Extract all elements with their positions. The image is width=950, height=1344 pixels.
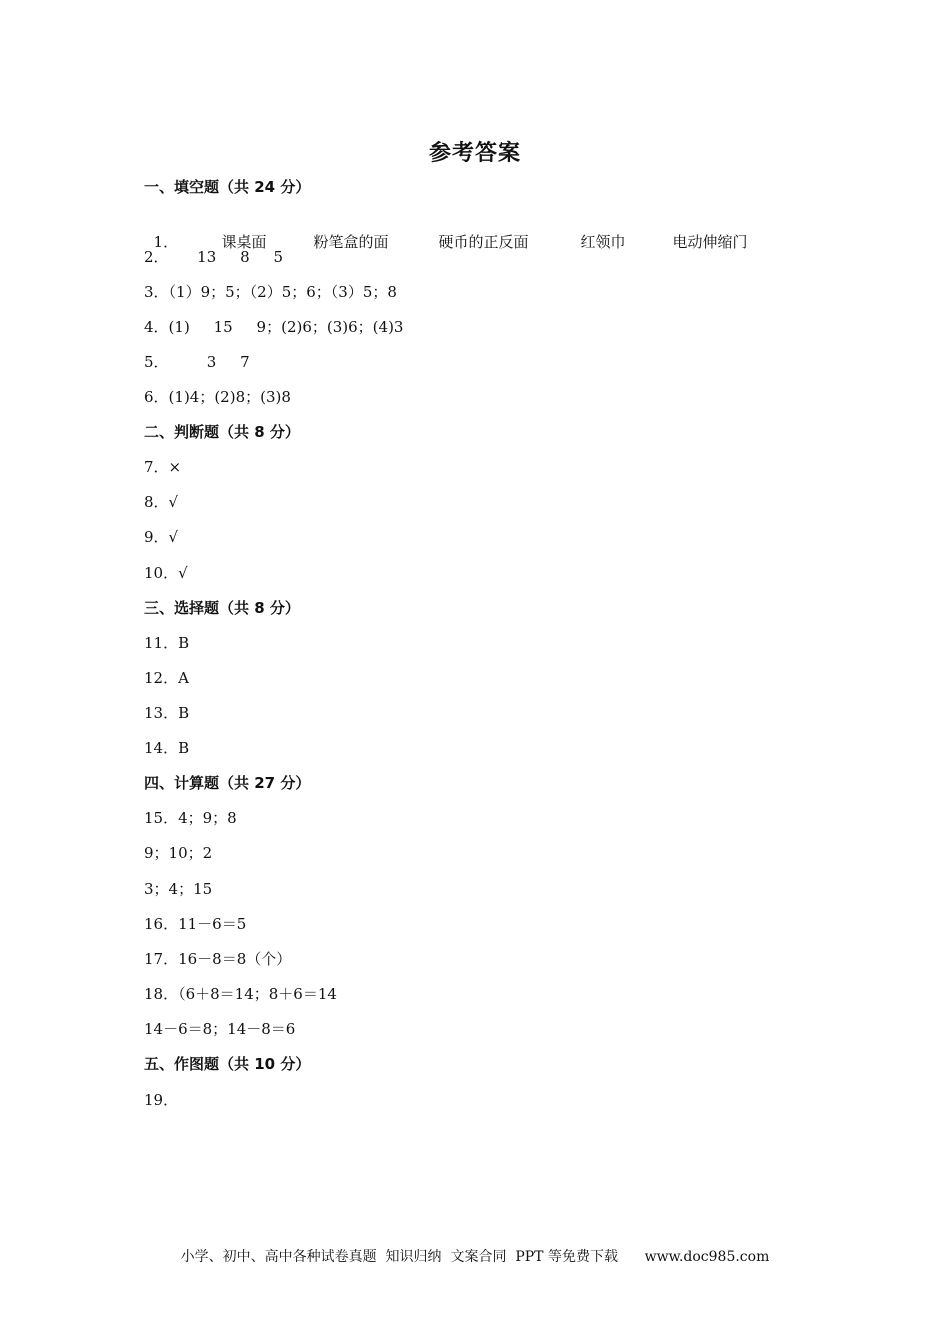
answer-1-item: 课桌面 (221, 233, 267, 251)
answer-15: 15．4；9；8 (144, 809, 237, 827)
section-heading-fill-blank: 一、填空题（共 24 分） (144, 178, 311, 196)
answer-1-item: 电动伸缩门 (672, 233, 748, 251)
answer-17: 17．16－8＝8（个） (144, 950, 292, 968)
footer-note: 小学、初中、高中各种试卷真题 知识归纳 文案合同 PPT 等免费下载 www.doc985.com (180, 1249, 770, 1265)
answer-1-item: 粉笔盒的面 (313, 233, 389, 251)
page-title: 参考答案 (428, 141, 521, 166)
section-heading-judgment: 二、判断题（共 8 分） (144, 423, 300, 441)
section-heading-calculation: 四、计算题（共 27 分） (144, 774, 311, 792)
answer-5: 5． 3 7 (144, 353, 250, 371)
answer-18: 18．（6＋8＝14；8＋6＝14 (144, 985, 337, 1003)
section-heading-choice: 三、选择题（共 8 分） (144, 599, 300, 617)
answer-1-number: 1． (153, 233, 179, 251)
answer-15-row-2: 9；10；2 (144, 844, 213, 862)
answer-13: 13．B (144, 704, 190, 722)
answer-3: 3．（1）9；5；（2）5；6；（3）5；8 (144, 283, 397, 301)
answer-2: 2． 13 8 5 (144, 248, 284, 266)
answer-8: 8．√ (144, 493, 179, 511)
answer-1-item: 硬币的正反面 (438, 233, 529, 251)
answer-6: 6．(1)4；(2)8；(3)8 (144, 388, 291, 406)
answer-1-item: 红领巾 (580, 233, 626, 251)
answer-10: 10．√ (144, 564, 188, 582)
answer-7: 7．× (144, 458, 182, 476)
answer-1 (144, 212, 748, 252)
answer-14: 14．B (144, 739, 190, 757)
answer-19: 19． (144, 1091, 179, 1109)
answer-16: 16．11－6＝5 (144, 915, 247, 933)
section-heading-drawing: 五、作图题（共 10 分） (144, 1055, 311, 1073)
answer-4: 4．(1) 15 9；(2)6；(3)6；(4)3 (144, 318, 404, 336)
answer-18-row-2: 14－6＝8；14－8＝6 (144, 1020, 296, 1038)
answer-9: 9．√ (144, 528, 179, 546)
answer-12: 12．A (144, 669, 189, 687)
answer-15-row-3: 3；4；15 (144, 880, 213, 898)
answer-11: 11．B (144, 634, 190, 652)
